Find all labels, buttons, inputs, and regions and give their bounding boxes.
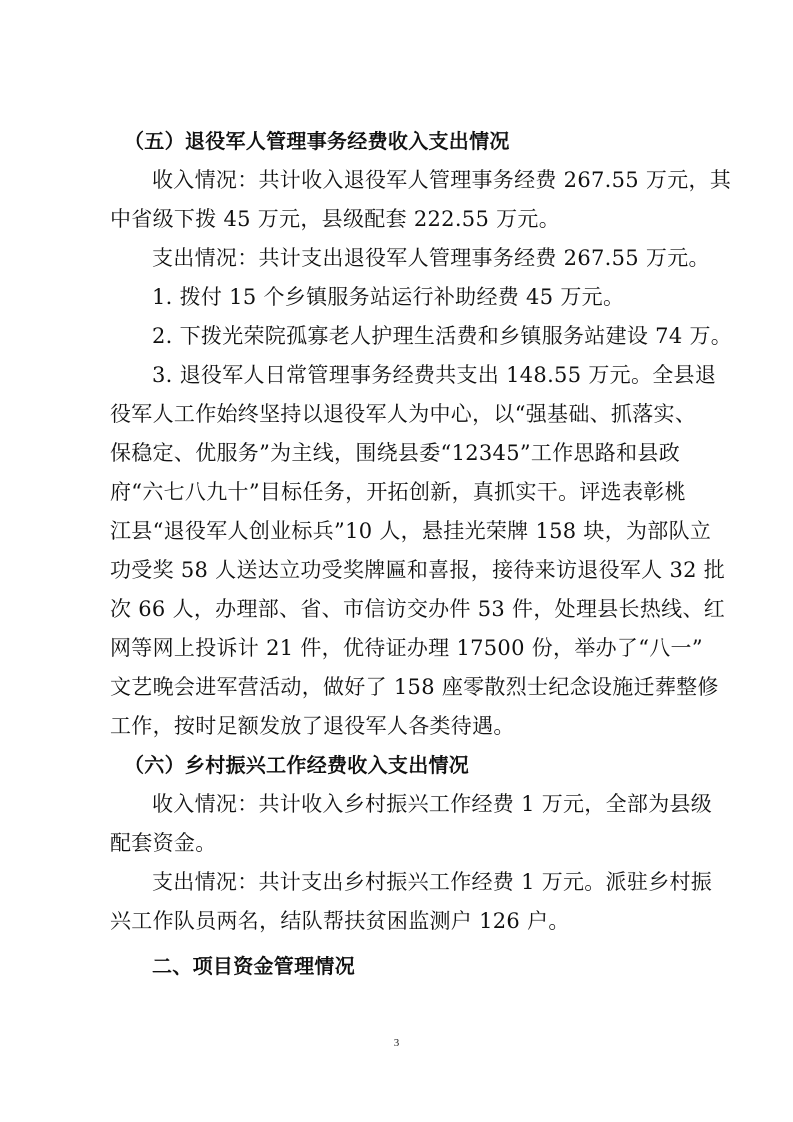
section5-heading: （五）退役军人管理事务经费收入支出情况 xyxy=(124,129,510,153)
section5-item-3-line-6: 功受奖 58 人送达立功受奖牌匾和喜报，接待来访退役军人 32 批 xyxy=(110,558,726,582)
section5-item-3-line-2: 役军人工作始终坚持以退役军人为中心，以“强基础、抓落实、 xyxy=(110,402,697,426)
section5-item-3-line-7: 次 66 人，办理部、省、市信访交办件 53 件，处理县长热线、红 xyxy=(110,597,726,621)
section6-income-line-2: 配套资金。 xyxy=(110,831,217,855)
section5-item-3-line-3: 保稳定、优服务”为主线，围绕县委“12345”工作思路和县政 xyxy=(110,441,681,465)
section5-item-1: 1. 拨付 15 个乡镇服务站运行补助经费 45 万元。 xyxy=(152,285,625,309)
section-two-heading: 二、项目资金管理情况 xyxy=(152,954,355,978)
section6-heading: （六）乡村振兴工作经费收入支出情况 xyxy=(124,753,470,777)
section5-item-2: 2. 下拨光荣院孤寡老人护理生活费和乡镇服务站建设 74 万。 xyxy=(152,324,733,348)
section5-item-3-line-9: 文艺晚会进军营活动，做好了 158 座零散烈士纪念设施迁葬整修 xyxy=(110,675,719,699)
section5-item-3-line-1: 3. 退役军人日常管理事务经费共支出 148.55 万元。全县退 xyxy=(152,363,717,387)
section6-income-line-1: 收入情况：共计收入乡村振兴工作经费 1 万元，全部为县级 xyxy=(152,792,713,816)
section6-expense-line-2: 兴工作队员两名，结队帮扶贫困监测户 126 户。 xyxy=(110,909,570,933)
section5-item-3-line-5: 江县“退役军人创业标兵”10 人，悬挂光荣牌 158 块，为部队立 xyxy=(110,519,712,543)
section5-item-3-line-4: 府“六七八九十”目标任务，开拓创新，真抓实干。评选表彰桃 xyxy=(110,480,686,504)
section5-item-3-line-10: 工作，按时足额发放了退役军人各类待遇。 xyxy=(110,714,515,738)
section6-expense-line-1: 支出情况：共计支出乡村振兴工作经费 1 万元。派驻乡村振 xyxy=(152,870,713,894)
page-number: 3 xyxy=(393,1037,400,1049)
section5-item-3-line-8: 网等网上投诉计 21 件，优待证办理 17500 份，举办了“八一” xyxy=(110,636,703,660)
section5-income-line-1: 收入情况：共计收入退役军人管理事务经费 267.55 万元，其 xyxy=(152,168,732,192)
section5-expense-line: 支出情况：共计支出退役军人管理事务经费 267.55 万元。 xyxy=(152,246,710,270)
body-text xyxy=(110,122,733,986)
section5-income-line-2: 中省级下拨 45 万元，县级配套 222.55 万元。 xyxy=(110,207,561,231)
